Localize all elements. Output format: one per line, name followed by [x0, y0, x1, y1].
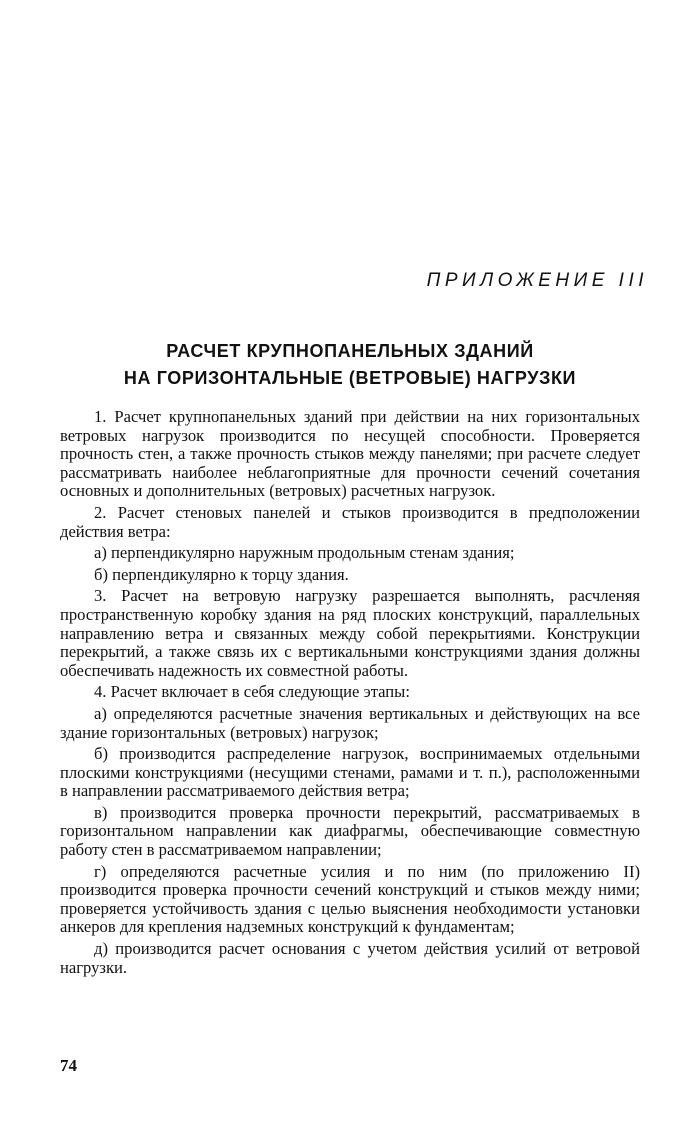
paragraph-4-item-a: а) определяются расчетные значения вертикальных и действующих на все здание горизонтальных (ветровых) нагрузок; — [60, 703, 640, 742]
paragraph-2-item-b: б) перпендикулярно к торцу здания. — [94, 564, 349, 584]
section-title — [60, 338, 640, 392]
paragraph-3: 3. Расчет на ветровую нагрузку разрешается выполнять, расчленяя пространственную коробку здания на ряд плоских конструкций, параллельных направлению ветра и связанных между собой перекрытиями. Конструкции перекрытий, а также связь их с вертикальными конструкциями здания должны обеспечивать надежность их совместной работы. — [60, 586, 640, 680]
paragraph-2-item-a: а) перпендикулярно наружным продольным стенам здания; — [94, 543, 515, 563]
paragraph-2: 2. Расчет стеновых панелей и стыков производится в предположении действия ветра: — [60, 502, 640, 541]
paragraph-4-item-d: г) определяются расчетные усилия и по ним (по приложению II) производится проверка прочности сечений конструкций и стыков между ними; проверяется устойчивость здания с целью выяснения необходимости установки анкеров для крепления надземных конструкций к фундаментам; — [60, 861, 640, 937]
paragraph-4-item-e: д) производится расчет основания с учетом действия усилий от ветровой нагрузки. — [60, 939, 640, 977]
section-title-line-2: НА ГОРИЗОНТАЛЬНЫЕ (ВЕТРОВЫЕ) НАГРУЗКИ — [123, 368, 577, 388]
paragraph-1: 1. Расчет крупнопанельных зданий при действии на них горизонтальных ветровых нагрузок производится по несущей способности. Проверяется прочность стен, а также прочность стыков между панелями; при расчете следует рассматривать наиболее неблагоприятные для прочности сечений сочетания основных и дополнительных (ветровых) расчетных нагрузок. — [60, 407, 640, 501]
section-title-line-1: РАСЧЕТ КРУПНОПАНЕЛЬНЫХ ЗДАНИЙ — [166, 341, 534, 361]
page-number: 74 — [60, 1056, 77, 1075]
paragraph-4: 4. Расчет включает в себя следующие этапы: — [94, 682, 410, 702]
paragraph-4-item-b: б) производится распределение нагрузок, воспринимаемых отдельными плоскими конструкциями (несущими стенами, рамами и т. п.), расположенными в направлении рассматриваемого действия ветра; — [60, 744, 640, 801]
body-text — [60, 408, 640, 980]
paragraph-4-item-c: в) производится проверка прочности перекрытий, рассматриваемых в горизонтальном направлении как диафрагмы, обеспечивающие совместную работу стен в рассматриваемом направлении; — [60, 802, 640, 860]
appendix-label: ПРИЛОЖЕНИЕ III — [426, 270, 648, 291]
